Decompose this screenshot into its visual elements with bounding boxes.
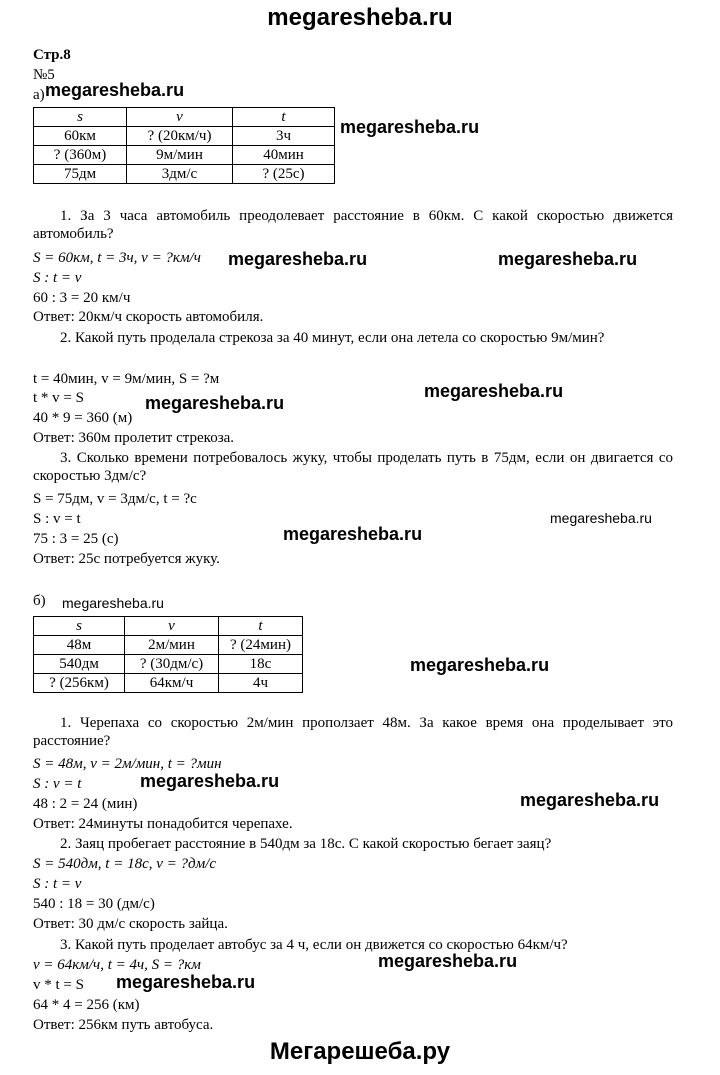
problem-given: t = 40мин, v = 9м/мин, S = ?м (33, 371, 220, 387)
part-b-label: б) (33, 593, 46, 609)
table-cell: 48м (34, 636, 125, 655)
table-header-row (34, 108, 335, 127)
footer-watermark: Мегарешеба.ру (269, 1038, 451, 1065)
problem-given: S = 75дм, v = 3дм/с, t = ?с (33, 491, 197, 507)
table-cell: 2м/мин (125, 636, 219, 655)
table-row (34, 146, 335, 165)
problem-answer: Ответ: 256км путь автобуса. (33, 1017, 214, 1033)
problem-calculation: 60 : 3 = 20 км/ч (33, 290, 131, 306)
problem-formula: S : t = v (33, 876, 82, 892)
header-v: v (125, 617, 219, 636)
table-cell: 4ч (219, 674, 303, 693)
table-row (34, 165, 335, 184)
table-cell: 18с (219, 655, 303, 674)
table-cell: ? (20км/ч) (127, 127, 233, 146)
problem-given: S = 60км, t = 3ч, v = ?км/ч (33, 250, 201, 266)
header-t: t (233, 108, 335, 127)
problem-formula: S : t = v (33, 270, 82, 286)
problem-given: v = 64км/ч, t = 4ч, S = ?км (33, 957, 201, 973)
table-cell: 60км (34, 127, 127, 146)
problem-text: 1. Черепаха со скоростью 2м/мин проползает 48м. За какое время она проделывает это расстояние? (33, 715, 673, 749)
problem-calculation: 75 : 3 = 25 (с) (33, 531, 119, 547)
watermark-overlay: megaresheba.ru (62, 595, 164, 611)
table-cell: 540дм (34, 655, 125, 674)
problem-answer: Ответ: 20км/ч скорость автомобиля. (33, 309, 264, 325)
table-cell: ? (256км) (34, 674, 125, 693)
header-s: s (34, 108, 127, 127)
watermark-overlay: megaresheba.ru (498, 249, 638, 269)
header-s: s (34, 617, 125, 636)
table-part-b (33, 616, 303, 693)
table-row (34, 636, 303, 655)
problem-calculation: 40 * 9 = 360 (м) (33, 410, 133, 426)
table-cell: 75дм (34, 165, 127, 184)
table-part-a (33, 107, 335, 184)
problem-answer: Ответ: 30 дм/с скорость зайца. (33, 916, 228, 932)
watermark-overlay: megaresheba.ru (340, 117, 480, 137)
problem-calculation: 64 * 4 = 256 (км) (33, 997, 140, 1013)
watermark-overlay: megaresheba.ru (550, 510, 652, 526)
table-cell: 9м/мин (127, 146, 233, 165)
problem-calculation: 48 : 2 = 24 (мин) (33, 796, 138, 812)
watermark-overlay: megaresheba.ru (283, 524, 423, 544)
problem-text: 3. Сколько времени потребовалось жуку, чтобы проделать путь в 75дм, если он двигается со скоростью 3дм/с? (33, 450, 673, 484)
problem-text: 1. За 3 часа автомобиль преодолевает расстояние в 60км. С какой скоростью движется автомобиль? (33, 208, 673, 242)
problem-answer: Ответ: 25с потребуется жуку. (33, 551, 220, 567)
table-cell: ? (360м) (34, 146, 127, 165)
watermark-overlay: megaresheba.ru (140, 771, 280, 791)
watermark-overlay: megaresheba.ru (228, 249, 368, 269)
table-cell: 40мин (233, 146, 335, 165)
header-v: v (127, 108, 233, 127)
problem-formula: t * v = S (33, 390, 84, 406)
table-cell: ? (30дм/с) (125, 655, 219, 674)
problem-formula: S : v = t (33, 511, 81, 527)
watermark-overlay: megaresheba.ru (145, 393, 285, 413)
problem-formula: S : v = t (33, 776, 82, 792)
problem-given: S = 540дм, t = 18с, v = ?дм/с (33, 856, 216, 872)
table-row (34, 127, 335, 146)
table-header-row (34, 617, 303, 636)
task-number: №5 (33, 67, 55, 83)
problem-answer: Ответ: 360м пролетит стрекоза. (33, 430, 235, 446)
table-cell: 3ч (233, 127, 335, 146)
header-watermark: megaresheba.ru (267, 4, 453, 31)
problem-text: 2. Какой путь проделала стрекоза за 40 минут, если она летела со скоростью 9м/мин? (60, 330, 605, 346)
problem-given: S = 48м, v = 2м/мин, t = ?мин (33, 756, 222, 772)
watermark-overlay: megaresheba.ru (45, 80, 185, 100)
problem-text: 2. Заяц пробегает расстояние в 540дм за 18с. С какой скоростью бегает заяц? (60, 836, 552, 852)
table-cell: ? (25с) (233, 165, 335, 184)
problem-answer: Ответ: 24минуты понадобится черепахе. (33, 816, 293, 832)
problem-calculation: 540 : 18 = 30 (дм/с) (33, 896, 155, 912)
page-reference: Стр.8 (33, 47, 71, 63)
watermark-overlay: megaresheba.ru (116, 972, 256, 992)
problem-text: 3. Какой путь проделает автобус за 4 ч, если он движется со скоростью 64км/ч? (60, 937, 568, 953)
header-t: t (219, 617, 303, 636)
watermark-overlay: megaresheba.ru (378, 951, 518, 971)
watermark-overlay: megaresheba.ru (520, 790, 660, 810)
table-row (34, 655, 303, 674)
watermark-overlay: megaresheba.ru (410, 655, 550, 675)
part-a-label: а) (33, 87, 45, 103)
table-cell: ? (24мин) (219, 636, 303, 655)
table-cell: 3дм/с (127, 165, 233, 184)
table-cell: 64км/ч (125, 674, 219, 693)
table-row (34, 674, 303, 693)
watermark-overlay: megaresheba.ru (424, 381, 564, 401)
problem-formula: v * t = S (33, 977, 84, 993)
